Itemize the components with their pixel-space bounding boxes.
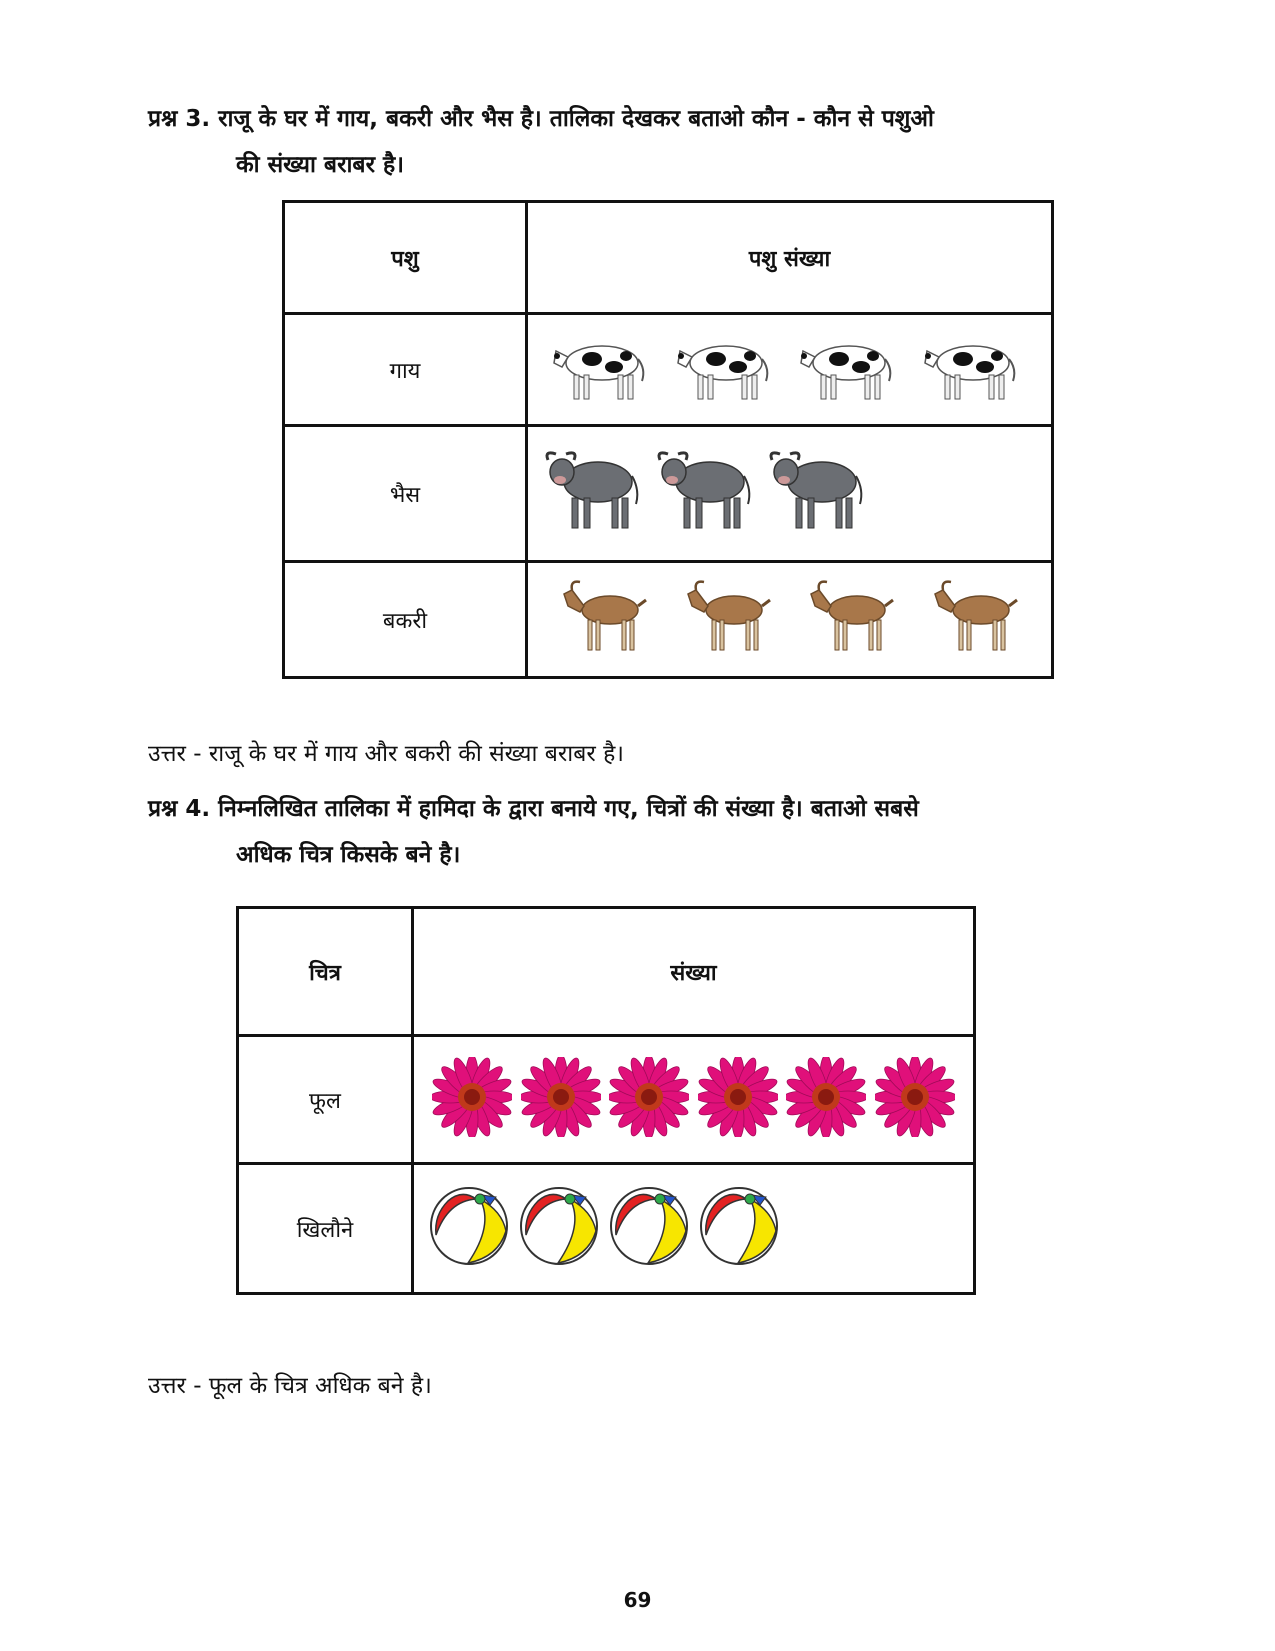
flower-icon [432, 1057, 512, 1143]
goat-icon [680, 576, 776, 664]
answer-4: उत्तर - फूल के चित्र अधिक बने है। [148, 1373, 432, 1399]
question-3-line2: की संख्या बराबर है। [236, 152, 404, 178]
flower-icon [875, 1057, 955, 1143]
drawing-count-table [236, 906, 976, 1295]
goat-icons [528, 563, 1051, 676]
ball-icons [414, 1165, 973, 1292]
cow-icon [799, 329, 903, 411]
flower-icons [414, 1037, 973, 1162]
animal-count-table [282, 200, 1054, 679]
buffalo-icons [528, 427, 1051, 560]
answer-3: उत्तर - राजू के घर में गाय और बकरी की संख्या बराबर है। [148, 741, 625, 767]
question-4 [148, 786, 1128, 878]
flower-icon [521, 1057, 601, 1143]
flower-icon [786, 1057, 866, 1143]
question-4-line2: अधिक चित्र किसके बने है। [236, 842, 461, 868]
row-label-flower: फूल [238, 1036, 413, 1164]
goat-icon [803, 576, 899, 664]
flower-icon [698, 1057, 778, 1143]
buffalo-icon [766, 446, 870, 542]
buffalo-icon [654, 446, 758, 542]
row-label-cow: गाय [284, 314, 527, 426]
row-label-goat: बकरी [284, 562, 527, 678]
ball-icon [698, 1185, 780, 1273]
page-number: 69 [623, 1588, 652, 1612]
flower-icon [609, 1057, 689, 1143]
goat-icon [556, 576, 652, 664]
question-3 [148, 96, 1128, 188]
cow-icon [676, 329, 780, 411]
goat-icon [927, 576, 1023, 664]
table-header-animal: पशु [284, 202, 527, 314]
buffalo-icon [542, 446, 646, 542]
cow-icon [552, 329, 656, 411]
cow-icon [923, 329, 1027, 411]
ball-icon [518, 1185, 600, 1273]
ball-icon [428, 1185, 510, 1273]
table-header-drawing: चित्र [238, 908, 413, 1036]
question-4-line1: प्रश्न 4. निम्नलिखित तालिका में हामिदा के द्वारा बनाये गए, चित्रों की संख्या है। बताओ सबसे [148, 796, 919, 822]
cow-icons [528, 315, 1051, 424]
table-header-number: संख्या [413, 908, 975, 1036]
ball-icon [608, 1185, 690, 1273]
row-label-toys: खिलौने [238, 1164, 413, 1294]
table-header-count: पशु संख्या [527, 202, 1053, 314]
row-label-buffalo: भैस [284, 426, 527, 562]
question-3-line1: प्रश्न 3. राजू के घर में गाय, बकरी और भैस है। तालिका देखकर बताओ कौन - कौन से पशुओ [148, 106, 934, 132]
